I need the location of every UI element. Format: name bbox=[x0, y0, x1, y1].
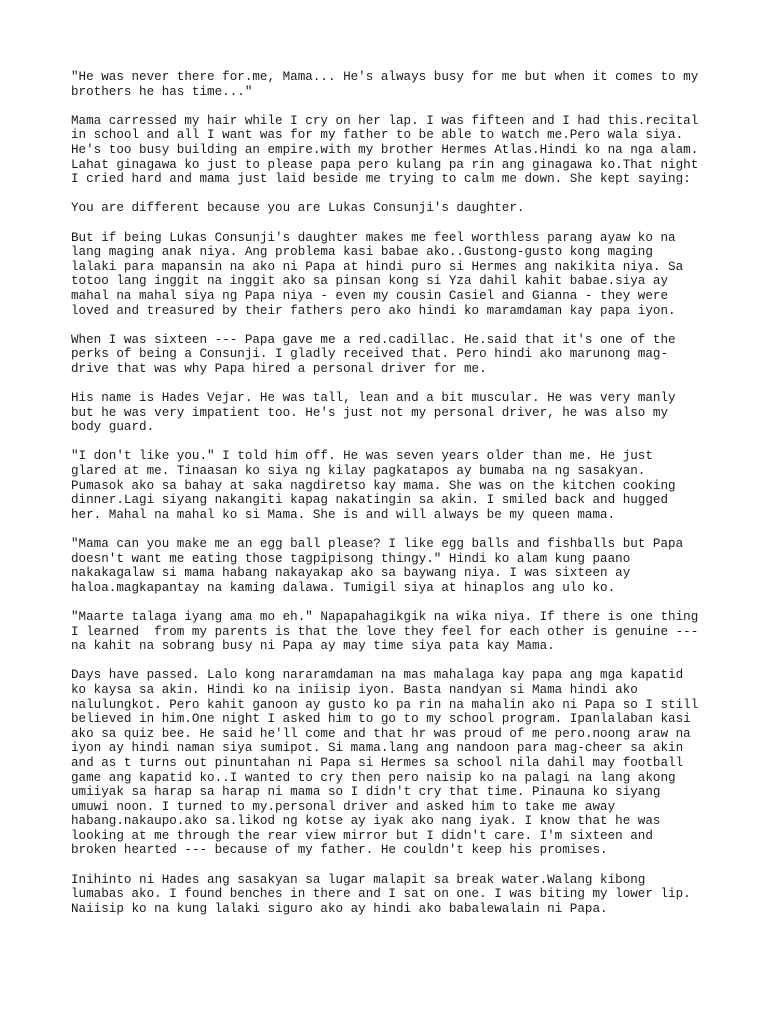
text-line: body guard. bbox=[71, 420, 155, 435]
text-line: "I don't like you." I told him off. He was seven years older than me. He just bbox=[71, 449, 653, 464]
text-line: dinner.Lagi siyang nakangiti kapag nakatingin sa akin. I smiled back and hugged bbox=[71, 493, 669, 508]
text-line: looking at me through the rear view mirror but I didn't care. I'm sixteen and bbox=[71, 828, 653, 843]
text-line: in school and all I want was for my father to be able to watch me.Pero wala siya. bbox=[71, 128, 684, 143]
paragraph bbox=[71, 333, 731, 377]
text-line: I cried hard and mama just laid beside me trying to calm me down. She kept saying: bbox=[71, 172, 691, 187]
text-line: When I was sixteen --- Papa gave me a red.cadillac. He.said that it's one of the bbox=[71, 332, 676, 347]
text-line: But if being Lukas Consunji's daughter makes me feel worthless parang ayaw ko na bbox=[71, 230, 676, 245]
text-line: iyon ay hindi naman siya sumipot. Si mama.lang ang nandoon para mag-cheer sa akin bbox=[71, 741, 684, 756]
text-line: haloa.magkapantay na kaming dalawa. Tumigil siya at hinaplos ang ulo ko. bbox=[71, 580, 616, 595]
paragraph bbox=[71, 114, 731, 187]
text-line: umiiyak sa harap sa harap ni mama so I didn't cry that time. Pinauna ko siyang bbox=[71, 785, 661, 800]
paragraph bbox=[71, 391, 731, 435]
text-line: Lahat ginagawa ko just to please papa pero kulang pa rin ang ginagawa ko.That night bbox=[71, 157, 699, 172]
paragraph bbox=[71, 201, 731, 216]
text-line: ko kaysa sa akin. Hindi ko na iniisip iyon. Basta nandyan si Mama hindi ako bbox=[71, 682, 638, 697]
text-line: drive that was why Papa hired a personal driver for me. bbox=[71, 361, 487, 376]
document-body bbox=[71, 70, 731, 931]
paragraph bbox=[71, 231, 731, 319]
text-line: lang maging anak niya. Ang problema kasi babae ako..Gustong-gusto kong maging bbox=[71, 245, 653, 260]
text-line: He's too busy building an empire.with my brother Hermes Atlas.Hindi ko na nga alam. bbox=[71, 142, 699, 157]
text-line: Pumasok ako sa bahay at saka nagdiretso kay mama. She was on the kitchen cooking bbox=[71, 478, 676, 493]
text-line: game ang kapatid ko..I wanted to cry then pero naisip ko na palagi na lang akong bbox=[71, 770, 676, 785]
text-line: "Mama can you make me an egg ball please? I like egg balls and fishballs but Papa bbox=[71, 537, 684, 551]
text-line: "Maarte talaga iyang ama mo eh." Napapahagikgik na wika niya. If there is one thing bbox=[71, 609, 699, 624]
text-line: doesn't want me eating those tagpipisong thingy." Hindi ko alam kung paano bbox=[71, 551, 631, 566]
text-line: broken hearted --- because of my father. He couldn't keep his promises. bbox=[71, 843, 608, 858]
paragraph bbox=[71, 610, 731, 654]
text-line: ako sa quiz bee. He said he'll come and that hr was proud of me pero.noong araw na bbox=[71, 726, 691, 741]
text-line: lalaki para mapansin na ako ni Papa at hindi puro si Hermes ang nakikita niya. Sa bbox=[71, 259, 684, 274]
text-line: habang.nakaupo.ako sa.likod ng kotse ay iyak ako nang iyak. I know that he was bbox=[71, 814, 661, 829]
text-line: na kahit na sobrang busy ni Papa ay may time siya pata kay Mama. bbox=[71, 639, 555, 654]
text-line: brothers he has time..." bbox=[71, 84, 253, 99]
text-line: totoo lang inggit na inggit ako sa pinsan kong si Yza dahil kahit babae.siya ay bbox=[71, 274, 669, 289]
text-line: believed in him.One night I asked him to go to my school program. Ipanlalaban kasi bbox=[71, 712, 691, 727]
text-line: glared at me. Tinaasan ko siya ng kilay pagkatapos ay bumaba na ng sasakyan. bbox=[71, 464, 646, 479]
text-line: Naiisip ko na kung lalaki siguro ako ay hindi ako babalewalain ni Papa. bbox=[71, 901, 608, 916]
text-line: You are different because you are Lukas Consunji's daughter. bbox=[71, 201, 525, 216]
text-line: lumabas ako. I found benches in there and I sat on one. I was biting my lower lip. bbox=[71, 887, 691, 902]
text-line: and as t turns out pinuntahan ni Papa si Hermes sa school nila dahil may football bbox=[71, 755, 684, 770]
paragraph bbox=[71, 449, 731, 522]
paragraph bbox=[71, 70, 731, 99]
text-line: but he was very impatient too. He's just not my personal driver, he was also my bbox=[71, 405, 669, 420]
paragraph bbox=[71, 668, 731, 858]
text-line: Mama carressed my hair while I cry on her lap. I was fifteen and I had this.recital bbox=[71, 113, 699, 128]
text-line: perks of being a Consunji. I gladly received that. Pero hindi ako marunong mag- bbox=[71, 347, 669, 362]
text-line: umuwi noon. I turned to my.personal driver and asked him to take me away bbox=[71, 799, 616, 814]
paragraph bbox=[71, 537, 731, 595]
text-line: nakakagalaw si mama habang nakayakap ako sa baywang niya. I was sixteen ay bbox=[71, 566, 631, 581]
paragraph bbox=[71, 873, 731, 917]
text-line: Days have passed. Lalo kong nararamdaman na mas mahalaga kay papa ang mga kapatid bbox=[71, 668, 684, 683]
text-line: Inihinto ni Hades ang sasakyan sa lugar malapit sa break water.Walang kibong bbox=[71, 872, 646, 887]
text-line: I learned from my parents is that the love they feel for each other is genuine --- bbox=[71, 624, 699, 639]
text-line: nalulungkot. Pero kahit ganoon ay gusto ko pa rin na mahalin ako ni Papa so I still bbox=[71, 697, 699, 712]
text-line: loved and treasured by their fathers pero ako hindi ko maramdaman kay papa iyon. bbox=[71, 303, 676, 318]
text-line: mahal na mahal siya ng Papa niya - even my cousin Casiel and Gianna - they were bbox=[71, 288, 669, 303]
text-line: her. Mahal na mahal ko si Mama. She is and will always be my queen mama. bbox=[71, 507, 616, 522]
text-line: His name is Hades Vejar. He was tall, lean and a bit muscular. He was very manly bbox=[71, 391, 676, 406]
text-line: "He was never there for.me, Mama... He's always busy for me but when it comes to my bbox=[71, 70, 699, 84]
